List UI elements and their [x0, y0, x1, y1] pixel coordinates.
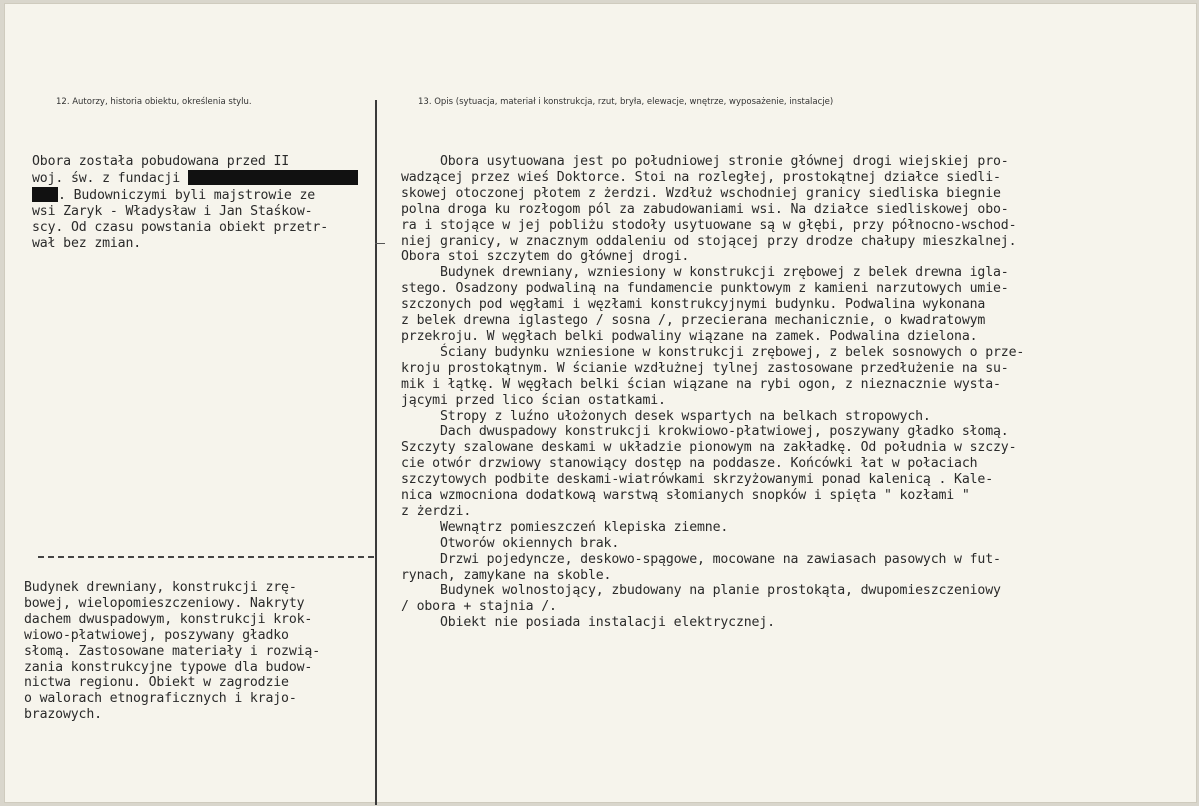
history-line-4: wsi Zaryk - Władysław i Jan Staśkow-: [32, 203, 313, 219]
description-line: rynach, zamykane na skoble.: [401, 567, 612, 583]
summary-line: dachem dwuspadowym, konstrukcji krok-: [24, 611, 313, 627]
section-13-header: 13. Opis (sytuacja, materiał i konstrukcja, rzut, bryła, elewacje, wnętrze, wyposażenie, instalacje): [418, 97, 834, 107]
description-line: jącymi przed lico ścian ostatkami.: [401, 392, 666, 408]
summary-line: słomą. Zastosowane materiały i rozwią-: [24, 643, 321, 659]
history-text: [32, 154, 358, 251]
redaction-block: [32, 187, 58, 202]
description-line: / obora + stajnia /.: [401, 599, 557, 615]
description-line: ra i stojące w jej pobliżu stodoły usytuowane są w głębi, przy północno-wschod-: [401, 217, 1017, 233]
column-divider: [375, 100, 377, 805]
document-sheet: [4, 3, 1197, 803]
description-line: Dach dwuspadowy konstrukcji krokwiowo-płatwiowej, poszywany gładko słomą.: [401, 424, 1009, 440]
summary-line: o walorach etnograficznych i krajo-: [24, 691, 297, 707]
history-line-3: . Budowniczymi byli majstrowie ze: [58, 187, 316, 203]
description-line: przekroju. W węgłach belki podwaliny wiązane na zamek. Podwalina dzielona.: [401, 328, 978, 344]
summary-line: Budynek drewniany, konstrukcji zrę-: [24, 580, 297, 595]
description-text: [401, 154, 1024, 631]
description-line: szczytowych podbite deskami-wiatrówkami skrzyżowanymi ponad kalenicą . Kale-: [401, 472, 994, 488]
description-line: z belek drewna iglastego / sosna /, przecierana mechanicznie, o kwadratowym: [401, 313, 986, 329]
description-line: stego. Osadzony podwaliną na fundamencie punktowym z kamieni narzutowych umie-: [401, 281, 1009, 297]
description-line: Obora stoi szczytem do głównej drogi.: [401, 249, 690, 265]
description-line: skowej otoczonej płotem z żerdzi. Wzdłuż wschodniej granicy siedliska biegnie: [401, 185, 1001, 201]
description-line: Ściany budynku wzniesione w konstrukcji zrębowej, z belek sosnowych o prze-: [401, 344, 1025, 360]
description-line: nica wzmocniona dodatkową warstwą słomianych snopków i spięta " kozłami ": [401, 488, 970, 504]
history-line-2: woj. św. z fundacji: [32, 170, 188, 186]
summary-line: nictwa regionu. Obiekt w zagrodzie: [24, 675, 289, 691]
section-12-header: 12. Autorzy, historia obiektu, określenia stylu.: [56, 97, 252, 107]
divider-tick: [375, 243, 385, 244]
description-line: Wewnątrz pomieszczeń klepiska ziemne.: [401, 519, 729, 535]
description-line: Drzwi pojedyncze, deskowo-spągowe, mocowane na zawiasach pasowych w fut-: [401, 551, 1001, 567]
description-line: szczonych pod węgłami i węzłami konstrukcyjnymi budynku. Podwalina wykonana: [401, 297, 986, 313]
summary-line: bowej, wielopomieszczeniowy. Nakryty: [24, 595, 305, 611]
description-line: Stropy z luźno ułożonych desek wspartych na belkach stropowych.: [401, 408, 931, 424]
redaction-block: [188, 170, 358, 185]
dashed-separator: [38, 556, 374, 558]
description-line: Szczyty szalowane deskami w układzie pionowym na zakładkę. Od południa w szczy-: [401, 440, 1017, 456]
description-line: z żerdzi.: [401, 503, 472, 519]
description-line: Budynek drewniany, wzniesiony w konstrukcji zrębowej z belek drewna igla-: [401, 265, 1009, 281]
description-line: mik i łątkę. W węgłach belki ścian wiązane na rybi ogon, z nieznacznie wysta-: [401, 376, 1001, 392]
summary-text: [24, 580, 320, 723]
description-line: Otworów okiennych brak.: [401, 535, 620, 551]
description-line: polna droga ku rozłogom pól za zabudowaniami wsi. Na działce siedliskowej obo-: [401, 201, 1009, 217]
description-line: cie otwór drzwiowy stanowiący dostęp na poddasze. Końcówki łat w połaciach: [401, 456, 978, 472]
description-line: kroju prostokątnym. W ścianie wzdłużnej tylnej zastosowane przedłużenie na su-: [401, 360, 1009, 376]
description-line: wadzącej przez wieś Doktorce. Stoi na rozległej, prostokątnej działce siedli-: [401, 169, 1001, 185]
description-line: Budynek wolnostojący, zbudowany na planie prostokąta, dwupomieszczeniowy: [401, 583, 1001, 599]
description-line: niej granicy, w znacznym oddaleniu od stojącej przy drodze chałupy mieszkalnej.: [401, 233, 1017, 249]
summary-line: brazowych.: [24, 707, 102, 723]
summary-line: wiowo-płatwiowej, poszywany gładko: [24, 627, 289, 643]
description-line: Obora usytuowana jest po południowej stronie głównej drogi wiejskiej pro-: [401, 154, 1009, 169]
description-line: Obiekt nie posiada instalacji elektrycznej.: [401, 615, 775, 631]
history-line-1: Obora została pobudowana przed II: [32, 154, 290, 169]
summary-line: zania konstrukcyjne typowe dla budow-: [24, 659, 313, 675]
history-line-5: scy. Od czasu powstania obiekt przetr-: [32, 219, 329, 235]
history-line-6: wał bez zmian.: [32, 235, 142, 251]
